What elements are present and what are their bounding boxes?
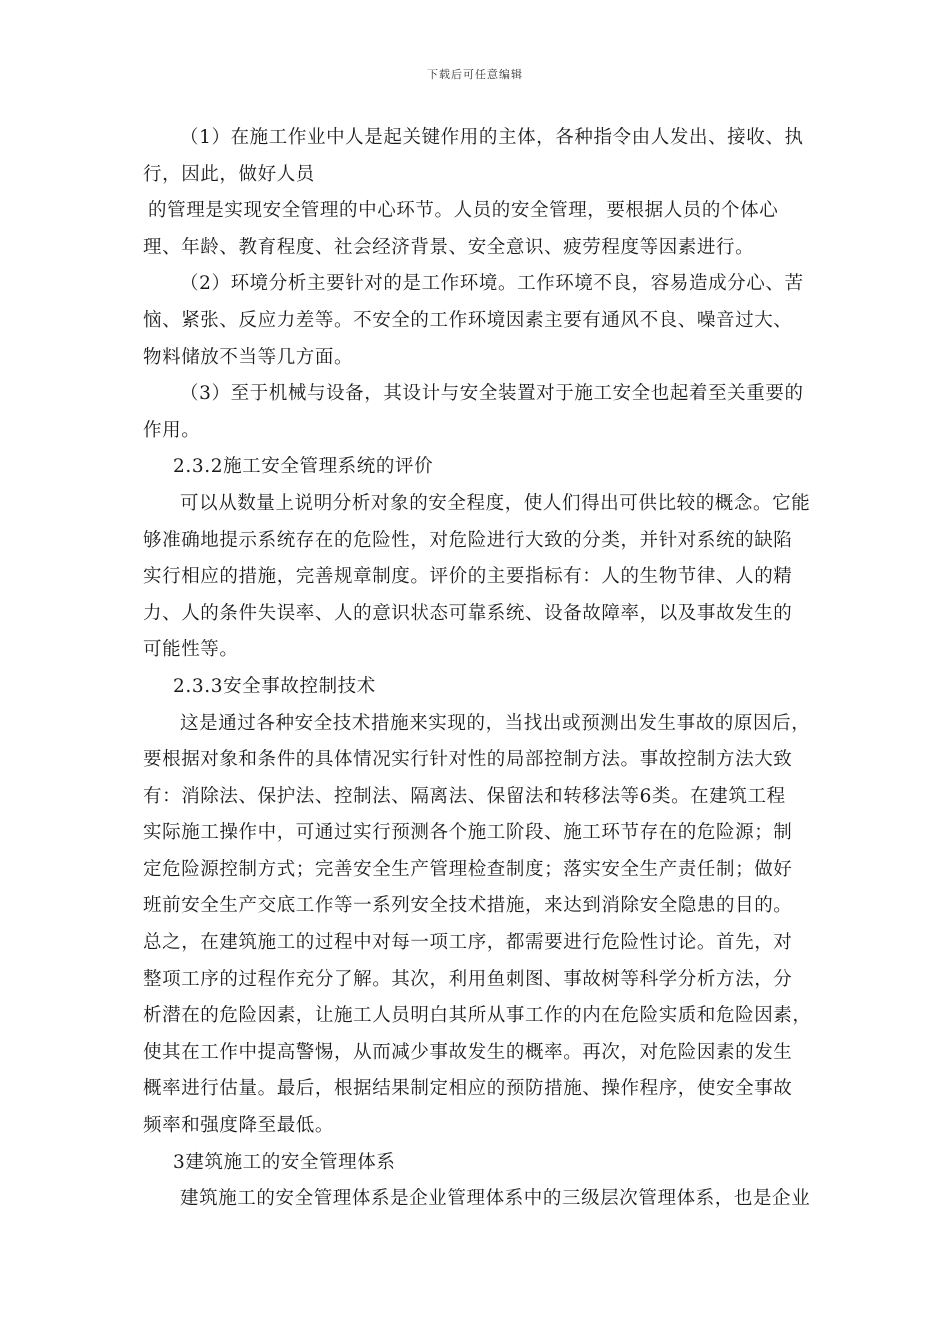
paragraph-line: 恼、紧张、反应力差等。不安全的工作环境因素主要有通风不良、噪音过大、 bbox=[143, 309, 793, 331]
paragraph-line: 实际施工操作中，可通过实行预测各个施工阶段、施工环节存在的危险源；制 bbox=[143, 822, 793, 844]
paragraph-line: 实行相应的措施，完善规章制度。评价的主要指标有：人的生物节律、人的精 bbox=[143, 566, 793, 588]
paragraph-line: 行，因此，做好人员 bbox=[143, 163, 315, 185]
paragraph-line: 可能性等。 bbox=[143, 639, 239, 661]
paragraph-line: 物料储放不当等几方面。 bbox=[143, 346, 354, 368]
document-body bbox=[143, 120, 815, 1218]
paragraph-line: 概率进行估量。最后，根据结果制定相应的预防措施、操作程序，使安全事故 bbox=[143, 1078, 793, 1100]
paragraph-line: 有：消除法、保护法、控制法、隔离法、保留法和转移法等6类。在建筑工程 bbox=[143, 785, 786, 807]
paragraph-line: 可以从数量上说明分析对象的安全程度，使人们得出可供比较的概念。它能 bbox=[180, 492, 811, 514]
paragraph-line: 频率和强度降至最低。 bbox=[143, 1115, 335, 1137]
paragraph-line: （2）环境分析主要针对的是工作环境。工作环境不良，容易造成分心、苦 bbox=[180, 273, 804, 295]
paragraph-line: 理、年龄、教育程度、社会经济背景、安全意识、疲劳程度等因素进行。 bbox=[143, 236, 755, 258]
paragraph-line: 作用。 bbox=[143, 419, 201, 441]
paragraph-line: 的管理是实现安全管理的中心环节。人员的安全管理，要根据人员的个体心 bbox=[148, 200, 779, 222]
paragraph-line: 这是通过各种安全技术措施来实现的，当找出或预测出发生事故的原因后， bbox=[180, 712, 811, 734]
section-heading-3: 3建筑施工的安全管理体系 bbox=[173, 1151, 396, 1173]
section-heading-2-3-2: 2.3.2施工安全管理系统的评价 bbox=[173, 456, 434, 478]
paragraph-line: 定危险源控制方式；完善安全生产管理检查制度；落实安全生产责任制；做好 bbox=[143, 858, 793, 880]
paragraph-line: 班前安全生产交底工作等一系列安全技术措施，来达到消除安全隐患的目的。 bbox=[143, 895, 793, 917]
section-heading-2-3-3: 2.3.3安全事故控制技术 bbox=[173, 675, 376, 697]
page-header: 下载后可任意编辑 bbox=[427, 68, 523, 81]
paragraph-line: 建筑施工的安全管理体系是企业管理体系中的三级层次管理体系，也是企业 bbox=[180, 1188, 811, 1210]
paragraph-line: 总之，在建筑施工的过程中对每一项工序，都需要进行危险性讨论。首先，对 bbox=[143, 932, 793, 954]
paragraph-line: 够准确地提示系统存在的危险性，对危险进行大致的分类，并针对系统的缺陷 bbox=[143, 529, 793, 551]
paragraph-line: （3）至于机械与设备，其设计与安全装置对于施工安全也起着至关重要的 bbox=[180, 383, 804, 405]
paragraph-line: 析潜在的危险因素，让施工人员明白其所从事工作的内在危险实质和危险因素， bbox=[143, 1005, 812, 1027]
paragraph-line: 整项工序的过程作充分了解。其次，利用鱼刺图、事故树等科学分析方法，分 bbox=[143, 968, 793, 990]
paragraph-line: （1）在施工作业中人是起关键作用的主体，各种指令由人发出、接收、执 bbox=[180, 127, 804, 148]
paragraph-line: 使其在工作中提高警惕，从而减少事故发生的概率。再次，对危险因素的发生 bbox=[143, 1041, 793, 1063]
paragraph-line: 力、人的条件失误率、人的意识状态可靠系统、设备故障率，以及事故发生的 bbox=[143, 602, 793, 624]
paragraph-line: 要根据对象和条件的具体情况实行针对性的局部控制方法。事故控制方法大致 bbox=[143, 749, 793, 771]
